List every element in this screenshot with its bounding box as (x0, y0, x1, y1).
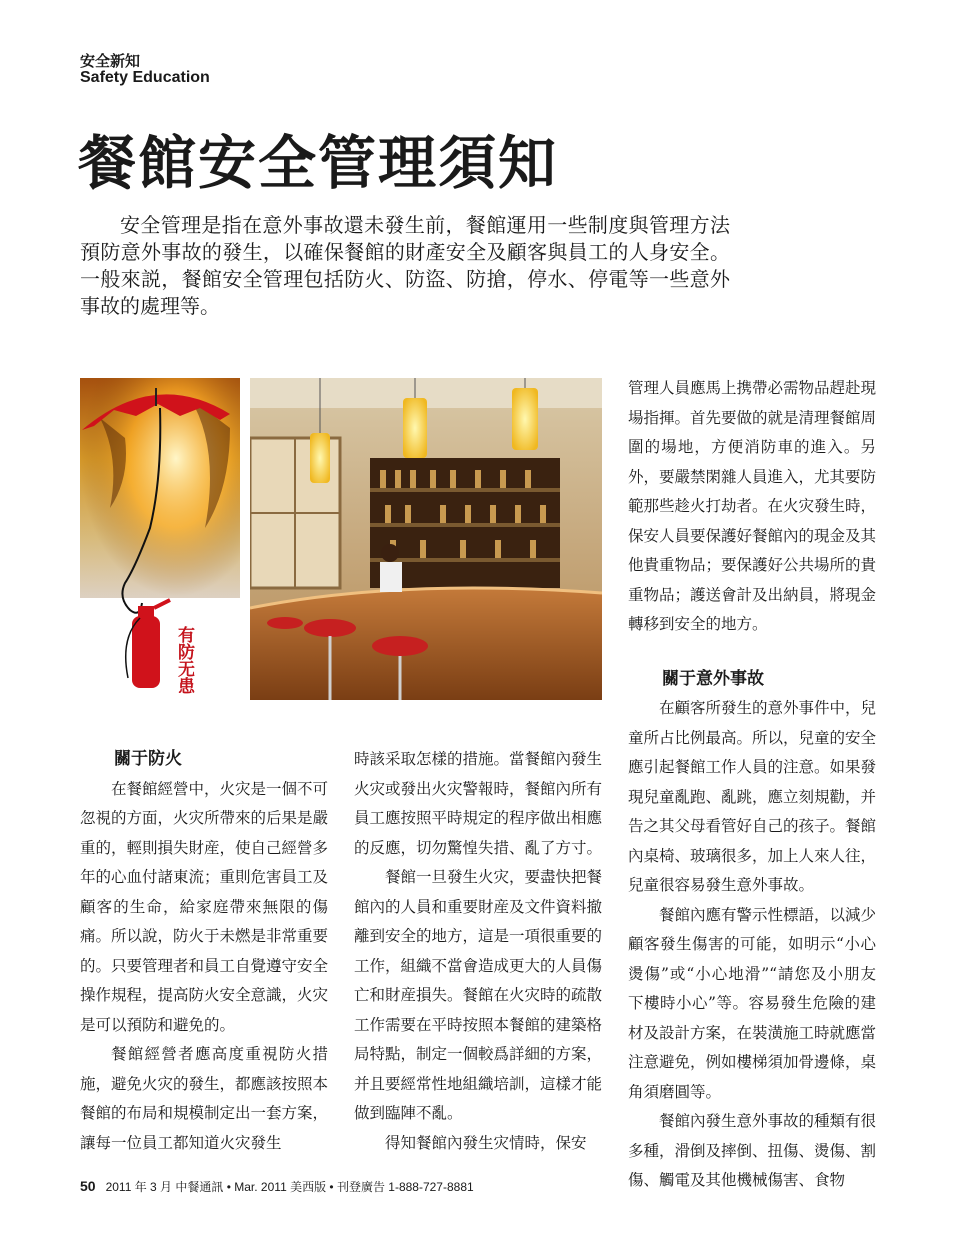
poster-stamp-text: 有防无患 (178, 626, 195, 697)
paragraph: 餐館一旦發生火灾，要盡快把餐館內的人員和重要財産及文件資料撤離到安全的地方，這是一項很重要的工作，組織不當會造成更大的人員傷亡和財産損失。餐館在火灾時的疏散工作需要在平時按照本餐館的建築格局特點，制定一個較爲詳細的方案，并且要經常性地組織培訓，這樣才能做到臨陣不亂。 (354, 868, 603, 1122)
paragraph: 餐館內發生意外事故的種類有很多種，滑倒及摔倒、扭傷、燙傷、割傷、觸電及其他機械傷害、食物 (628, 1112, 877, 1189)
article-title: 餐館安全管理須知 (78, 129, 559, 197)
heading-accidents: 關于意外事故 (662, 668, 764, 689)
fire-safety-poster-image (80, 378, 240, 700)
paragraph: 餐館內應有警示性標語，以減少顧客發生傷害的可能，如明示“小心燙傷”或“小心地滑”“請您及小朋友下樓時小心”等。容易發生危險的建材及設計方案，在裝潢施工時就應當注意避免，例如樓梯須加骨邊條，桌角須磨圓等。 (628, 905, 877, 1101)
paragraph: 在餐館經營中，火灾是一個不可忽視的方面，火灾所帶來的后果是嚴重的，輕則損失財産，使自己經營多年的心血付諸東流；重則危害員工及顧客的生命，給家庭帶來無限的傷痛。所以說，防火于未燃是非常重要的。只要管理者和員工自覺遵守安全操作規程，提高防火安全意識，火灾是可以預防和避免的。 (80, 779, 329, 1034)
article-column-1 (80, 745, 328, 1158)
article-intro: 安全管理是指在意外事故還未發生前，餐館運用一些制度與管理方法預防意外事故的發生，以確保餐館的財產安全及顧客與員工的人身安全。一般來説，餐館安全管理包括防火、防盜、防搶，停水、停電等一些意外事故的處理等。 (80, 213, 730, 318)
paragraph: 在顧客所發生的意外事件中，兒童所占比例最高。所以，兒童的安全應引起餐館工作人員的注意。如果發現兒童亂跑、亂跳，應立刻規勸，并告之其父母看管好自己的孩子。餐館內桌椅、玻璃很多，加上人來人往，兒童很容易發生意外事故。 (628, 699, 877, 894)
page-number: 50 (80, 1178, 96, 1194)
section-label-en: Safety Education (80, 69, 210, 86)
article-column-2 (354, 745, 602, 1158)
page-footer (80, 1178, 474, 1195)
heading-fire-prevention: 關于防火 (114, 749, 182, 769)
section-label-cn: 安全新知 (80, 52, 141, 70)
article-column-3 (628, 374, 876, 1196)
paragraph: 餐館經營者應高度重視防火措施，避免火灾的發生，都應該按照本餐館的布局和規模制定出一套方案，讓每一位員工都知道火灾發生 (80, 1045, 329, 1152)
restaurant-bar-photo (250, 378, 602, 700)
paragraph: 得知餐館內發生灾情時，保安 (385, 1133, 587, 1152)
spacer (628, 640, 876, 665)
paragraph: 時該采取怎樣的措施。當餐館內發生火灾或發出火灾警報時，餐館內所有員工應按照平時規定的程序做出相應的反應，切勿驚惶失措、亂了方寸。 (354, 750, 603, 857)
paragraph: 管理人員應馬上携帶必需物品趕赴現場指揮。首先要做的就是清理餐館周圍的場地，方便消防車的進入。另外，要嚴禁閑雜人員進入，尤其要防範那些趁火打劫者。在火灾發生時，保安人員要保護好餐館內的現金及其他貴重物品；要保護好公共場所的貴重物品；護送會計及出納員，將現金轉移到安全的地方。 (628, 379, 877, 633)
footer-text: 2011 年 3 月 中餐通訊 • Mar. 2011 美西版 • 刊登廣告 1-888-727-8881 (105, 1180, 474, 1194)
